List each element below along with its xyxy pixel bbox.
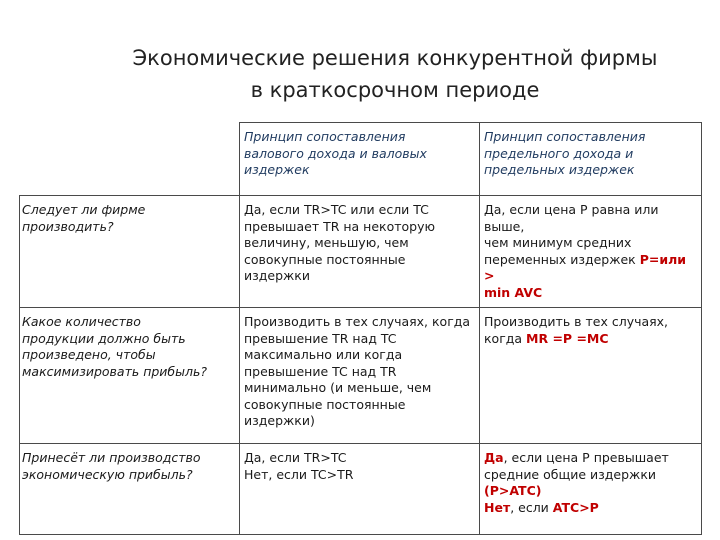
empty-corner-cell bbox=[20, 123, 240, 196]
highlight-condition: ATC>P bbox=[552, 499, 599, 515]
gross-answer-cell: Да, если TR>TC или если TC превышает TR на некоторую величину, меньшую, чем совокупные постоянные издержки bbox=[240, 196, 480, 308]
question-cell: Какое количество продукции должно быть произведено, чтобы максимизировать прибыль? bbox=[20, 308, 240, 444]
gross-answer-cell: Производить в тех случаях, когда превышение TR над TC максимально или когда превышение TC над TR минимально (и меньше, чем совокупные постоянные издержки) bbox=[240, 308, 480, 444]
table-row bbox=[20, 308, 702, 444]
marginal-answer-cell: Да, если цена P превышает средние общие издержки (P>ATC) Нет, если ATC>P bbox=[480, 444, 702, 535]
highlight-condition: P=или > bbox=[484, 251, 687, 283]
question-cell: Принесёт ли производство экономическую прибыль? bbox=[20, 444, 240, 535]
title-line-2: в краткосрочном периоде bbox=[250, 78, 540, 102]
table-row bbox=[20, 196, 702, 308]
decisions-table bbox=[19, 122, 702, 535]
header-marginal-principle: Принцип сопоставления предельного дохода и предельных издержек bbox=[480, 123, 702, 196]
header-gross-principle: Принцип сопоставления валового дохода и валовых издержек bbox=[240, 123, 480, 196]
question-cell: Следует ли фирме производить? bbox=[20, 196, 240, 308]
marginal-answer-cell: Да, если цена P равна или выше, чем минимум средних переменных издержек P=или > min AVC bbox=[480, 196, 702, 308]
highlight-no: Нет bbox=[484, 499, 511, 515]
highlight-condition: MR =P =MC bbox=[526, 330, 609, 346]
header-row bbox=[20, 123, 702, 196]
gross-answer-cell: Да, если TR>TC Нет, если TC>TR bbox=[240, 444, 480, 535]
table-row bbox=[20, 444, 702, 535]
title-line-1: Экономические решения конкурентной фирмы bbox=[132, 46, 658, 70]
highlight-condition: min AVC bbox=[484, 284, 543, 300]
highlight-yes: Да bbox=[484, 450, 504, 465]
highlight-condition: (P>ATC) bbox=[484, 483, 542, 498]
slide-title bbox=[0, 42, 720, 106]
marginal-answer-cell: Производить в тех случаях, когда MR =P =MC bbox=[480, 308, 702, 444]
